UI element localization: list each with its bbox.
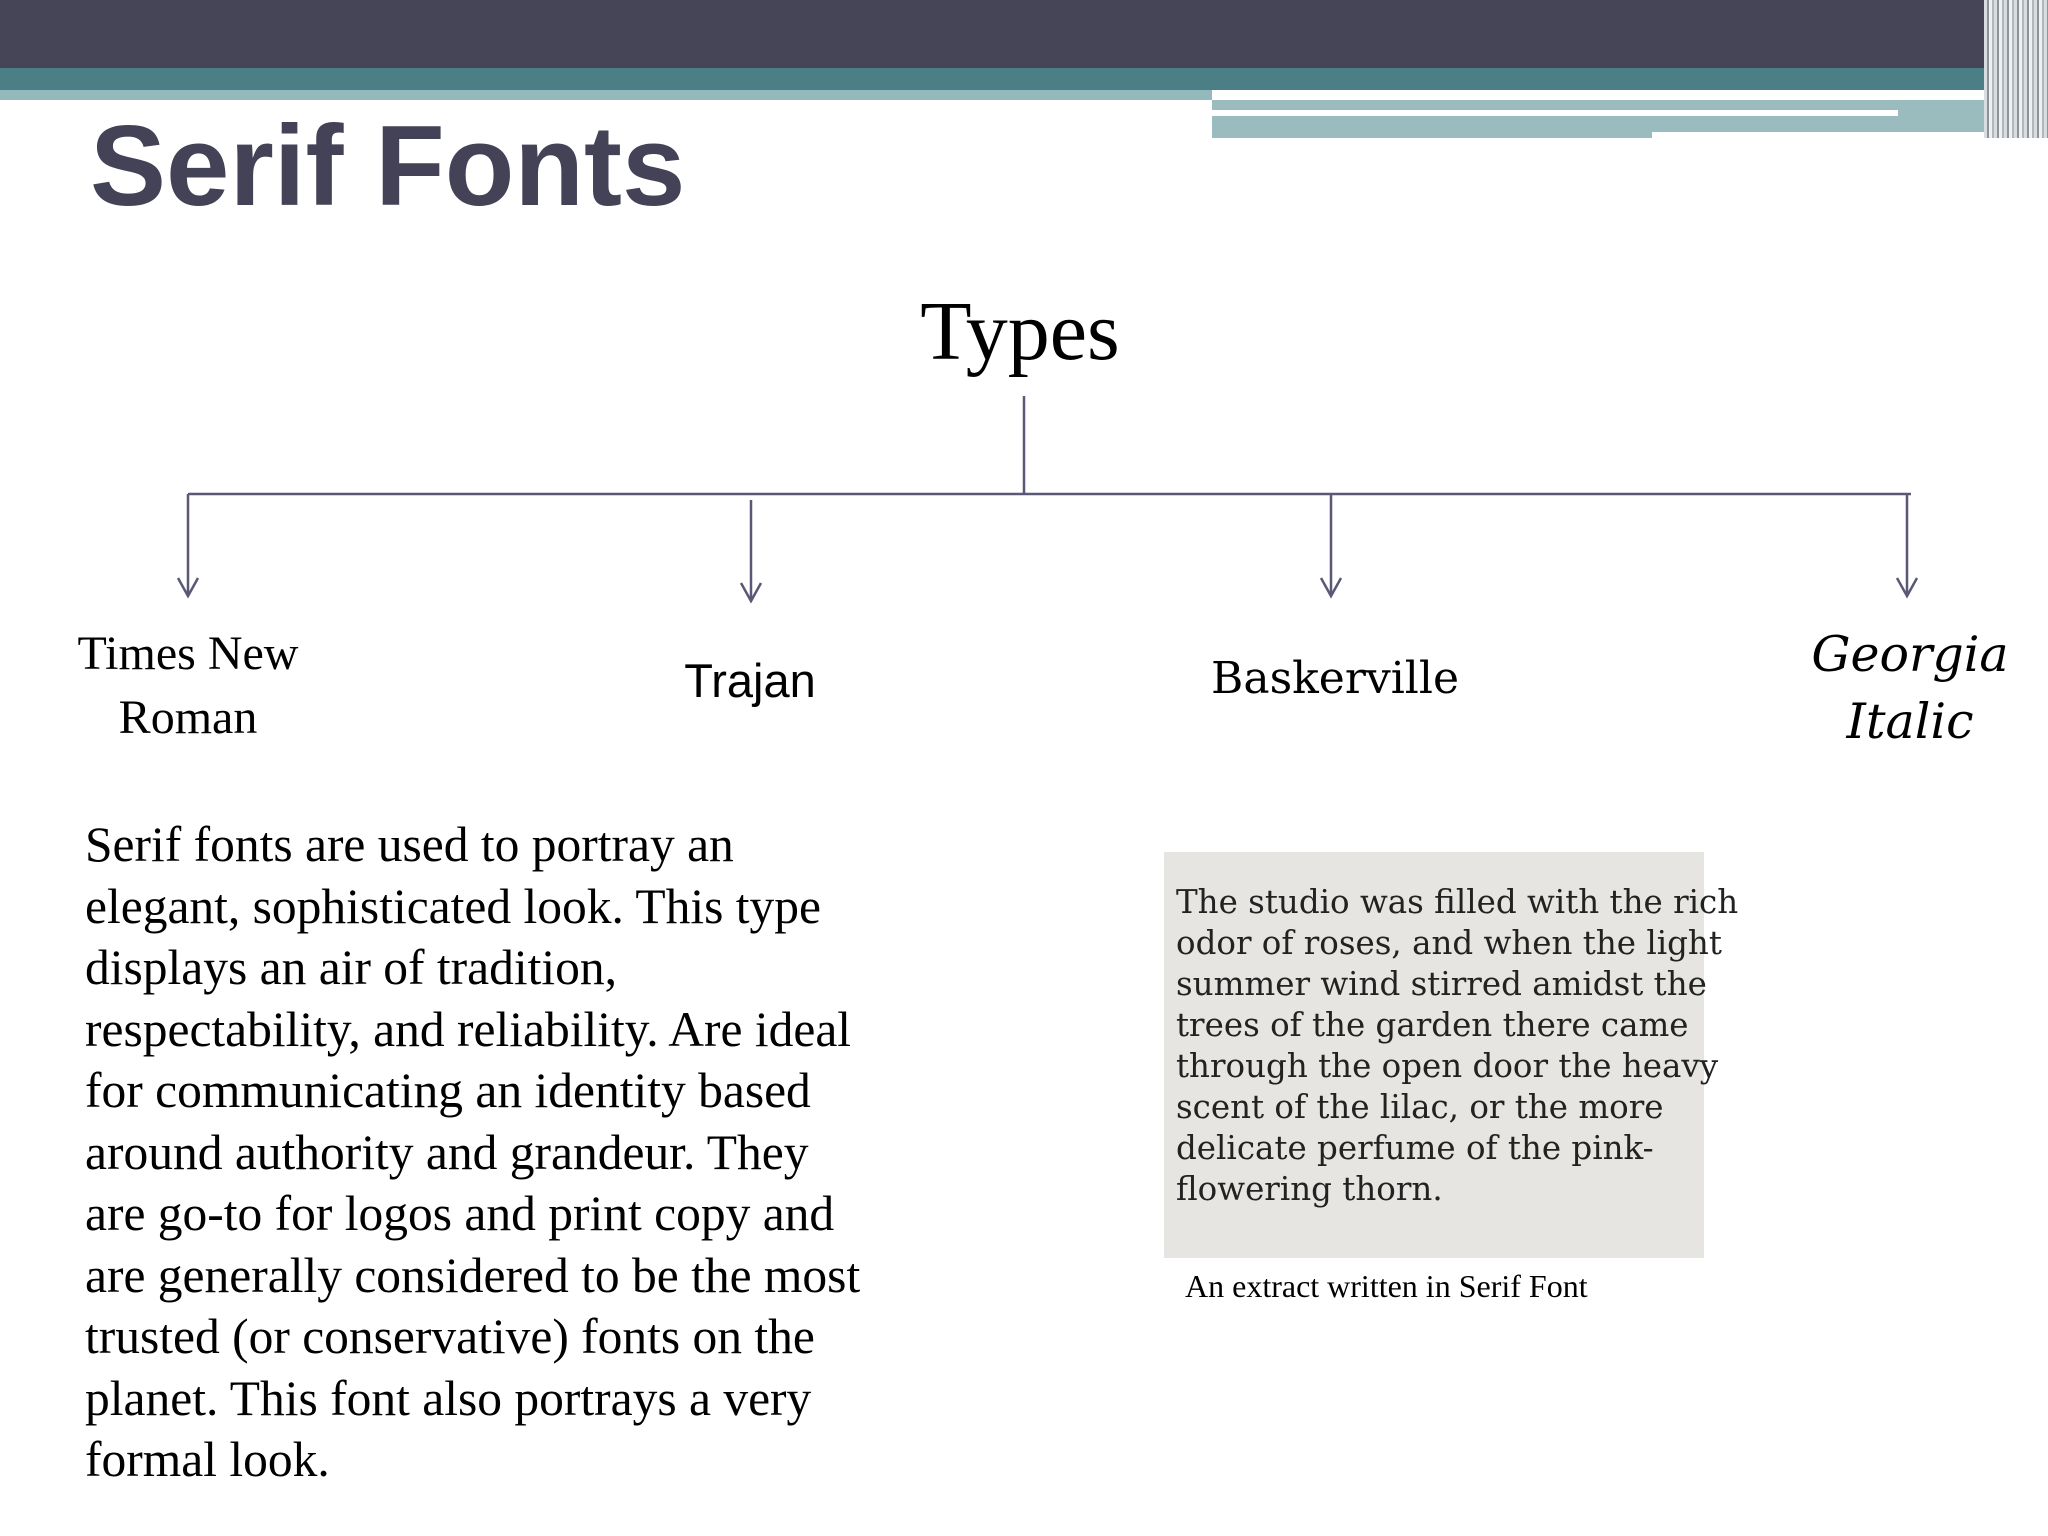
extract-line: odor of roses, and when the light: [1176, 924, 1722, 962]
extract-caption: An extract written in Serif Font: [1185, 1268, 1588, 1304]
description-line: planet. This font also portrays a very: [85, 1370, 812, 1426]
description-line: displays an air of tradition,: [85, 940, 618, 995]
description-line: respectability, and reliability. Are ideal: [85, 1001, 852, 1057]
description-line: are go-to for logos and print copy and: [85, 1186, 835, 1241]
description-line: trusted (or conservative) fonts on the: [85, 1309, 815, 1364]
extract-line: summer wind stirred amidst the: [1176, 965, 1707, 1003]
leaf-times-new-roman-line-2: Roman: [118, 691, 258, 745]
leaf-baskerville: Baskerville: [1211, 653, 1459, 704]
leaf-times-new-roman: [48, 622, 328, 751]
extract-line: through the open door the heavy: [1176, 1047, 1719, 1085]
leaf-trajan: Trajan: [684, 654, 816, 707]
extract-line: trees of the garden there came: [1176, 1006, 1689, 1044]
leaf-georgia-italic-line-2: Italic: [1846, 692, 1974, 750]
description-line: Serif fonts are used to portray an: [85, 817, 734, 872]
leaf-georgia-italic-line-1: Georgia: [1811, 626, 2009, 683]
description-line: formal look.: [85, 1432, 330, 1487]
description-line: for communicating an identity based: [85, 1063, 811, 1118]
description-line: are generally considered to be the most: [85, 1247, 861, 1303]
extract-text: [1176, 882, 1739, 1210]
diagram-root-label: Types: [920, 285, 1120, 378]
leaf-times-new-roman-line-1: Times New: [77, 627, 299, 680]
extract-sample-image: [1164, 852, 1739, 1258]
description-paragraph: [85, 814, 1035, 1491]
leaf-georgia-italic: [1770, 622, 2048, 755]
extract-line: flowering thorn.: [1176, 1170, 1443, 1208]
description-line: elegant, sophisticated look. This type: [85, 878, 821, 934]
extract-line: scent of the lilac, or the more: [1176, 1088, 1664, 1126]
extract-line: The studio was filled with the rich: [1176, 883, 1739, 921]
extract-line: delicate perfume of the pink-: [1176, 1129, 1654, 1167]
slide-title: Serif Fonts: [90, 103, 686, 230]
description-line: around authority and grandeur. They: [85, 1124, 809, 1180]
